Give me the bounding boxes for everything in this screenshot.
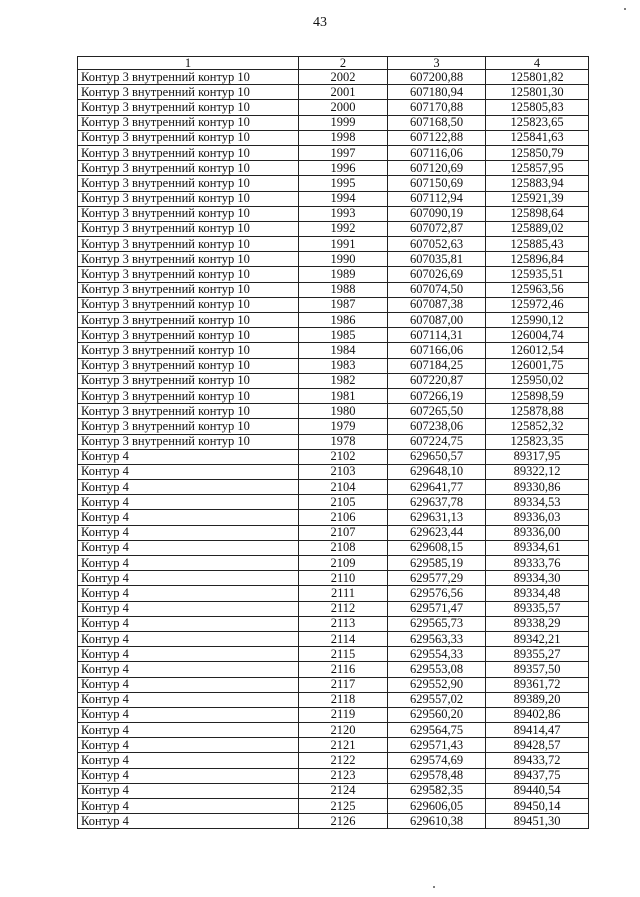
y-coordinate-cell: 125857,95 (486, 161, 589, 176)
x-coordinate-cell: 607090,19 (388, 206, 486, 221)
y-coordinate-cell: 125896,84 (486, 252, 589, 267)
x-coordinate-cell: 629552,90 (388, 677, 486, 692)
point-number-cell: 2115 (299, 647, 388, 662)
y-coordinate-cell: 125990,12 (486, 313, 589, 328)
table-row (78, 692, 589, 707)
table-row (78, 723, 589, 738)
contour-name-cell: Контур 4 (78, 601, 299, 616)
point-number-cell: 2122 (299, 753, 388, 768)
table-row (78, 419, 589, 434)
x-coordinate-cell: 607074,50 (388, 282, 486, 297)
x-coordinate-cell: 629608,15 (388, 540, 486, 555)
y-coordinate-cell: 89428,57 (486, 738, 589, 753)
table-row (78, 449, 589, 464)
table-row (78, 358, 589, 373)
x-coordinate-cell: 607220,87 (388, 373, 486, 388)
x-coordinate-cell: 629574,69 (388, 753, 486, 768)
point-number-cell: 1992 (299, 221, 388, 236)
y-coordinate-cell: 125885,43 (486, 237, 589, 252)
contour-name-cell: Контур 4 (78, 525, 299, 540)
table-row (78, 252, 589, 267)
x-coordinate-cell: 607265,50 (388, 404, 486, 419)
table-row (78, 145, 589, 160)
contour-name-cell: Контур 4 (78, 783, 299, 798)
point-number-cell: 2110 (299, 571, 388, 586)
table-row (78, 100, 589, 115)
x-coordinate-cell: 607116,06 (388, 145, 486, 160)
contour-name-cell: Контур 4 (78, 738, 299, 753)
point-number-cell: 2000 (299, 100, 388, 115)
y-coordinate-cell: 125823,35 (486, 434, 589, 449)
contour-name-cell: Контур 3 внутренний контур 10 (78, 252, 299, 267)
y-coordinate-cell: 89330,86 (486, 480, 589, 495)
contour-name-cell: Контур 3 внутренний контур 10 (78, 115, 299, 130)
point-number-cell: 1998 (299, 130, 388, 145)
contour-name-cell: Контур 3 внутренний контур 10 (78, 358, 299, 373)
table-row (78, 176, 589, 191)
table-row (78, 525, 589, 540)
x-coordinate-cell: 629606,05 (388, 799, 486, 814)
y-coordinate-cell: 125921,39 (486, 191, 589, 206)
header-col-3: 3 (388, 57, 486, 70)
contour-name-cell: Контур 4 (78, 616, 299, 631)
contour-name-cell: Контур 4 (78, 647, 299, 662)
table-row (78, 206, 589, 221)
contour-name-cell: Контур 4 (78, 495, 299, 510)
table-row (78, 647, 589, 662)
point-number-cell: 1985 (299, 328, 388, 343)
y-coordinate-cell: 89440,54 (486, 783, 589, 798)
point-number-cell: 2111 (299, 586, 388, 601)
point-number-cell: 2120 (299, 723, 388, 738)
y-coordinate-cell: 125852,32 (486, 419, 589, 434)
table-row (78, 677, 589, 692)
y-coordinate-cell: 89437,75 (486, 768, 589, 783)
contour-name-cell: Контур 3 внутренний контур 10 (78, 343, 299, 358)
x-coordinate-cell: 629554,33 (388, 647, 486, 662)
contour-name-cell: Контур 3 внутренний контур 10 (78, 85, 299, 100)
point-number-cell: 2114 (299, 631, 388, 646)
table-body (78, 70, 589, 829)
point-number-cell: 1979 (299, 419, 388, 434)
y-coordinate-cell: 125898,59 (486, 388, 589, 403)
table-row (78, 221, 589, 236)
point-number-cell: 1996 (299, 161, 388, 176)
table-row (78, 115, 589, 130)
x-coordinate-cell: 607224,75 (388, 434, 486, 449)
point-number-cell: 2124 (299, 783, 388, 798)
y-coordinate-cell: 125850,79 (486, 145, 589, 160)
table-row (78, 85, 589, 100)
y-coordinate-cell: 89338,29 (486, 616, 589, 631)
y-coordinate-cell: 89334,48 (486, 586, 589, 601)
x-coordinate-cell: 607150,69 (388, 176, 486, 191)
y-coordinate-cell: 89336,03 (486, 510, 589, 525)
y-coordinate-cell: 89402,86 (486, 707, 589, 722)
y-coordinate-cell: 125898,64 (486, 206, 589, 221)
point-number-cell: 2105 (299, 495, 388, 510)
x-coordinate-cell: 629648,10 (388, 464, 486, 479)
contour-name-cell: Контур 4 (78, 768, 299, 783)
table-row (78, 738, 589, 753)
table-row (78, 480, 589, 495)
y-coordinate-cell: 89334,61 (486, 540, 589, 555)
x-coordinate-cell: 629641,77 (388, 480, 486, 495)
y-coordinate-cell: 89317,95 (486, 449, 589, 464)
point-number-cell: 1986 (299, 313, 388, 328)
contour-name-cell: Контур 3 внутренний контур 10 (78, 388, 299, 403)
table-row (78, 814, 589, 829)
point-number-cell: 1999 (299, 115, 388, 130)
y-coordinate-cell: 89450,14 (486, 799, 589, 814)
y-coordinate-cell: 125823,65 (486, 115, 589, 130)
contour-name-cell: Контур 3 внутренний контур 10 (78, 404, 299, 419)
x-coordinate-cell: 607200,88 (388, 70, 486, 85)
point-number-cell: 2104 (299, 480, 388, 495)
x-coordinate-cell: 629565,73 (388, 616, 486, 631)
table-row (78, 707, 589, 722)
point-number-cell: 1990 (299, 252, 388, 267)
header-col-2: 2 (299, 57, 388, 70)
table-row (78, 282, 589, 297)
x-coordinate-cell: 629571,43 (388, 738, 486, 753)
contour-name-cell: Контур 3 внутренний контур 10 (78, 191, 299, 206)
header-row (78, 57, 589, 70)
point-number-cell: 1984 (299, 343, 388, 358)
y-coordinate-cell: 125805,83 (486, 100, 589, 115)
y-coordinate-cell: 89334,30 (486, 571, 589, 586)
x-coordinate-cell: 607112,94 (388, 191, 486, 206)
x-coordinate-cell: 629564,75 (388, 723, 486, 738)
table-row (78, 510, 589, 525)
contour-name-cell: Контур 3 внутренний контур 10 (78, 434, 299, 449)
contour-name-cell: Контур 4 (78, 753, 299, 768)
y-coordinate-cell: 125883,94 (486, 176, 589, 191)
table-row (78, 267, 589, 282)
point-number-cell: 2116 (299, 662, 388, 677)
point-number-cell: 2108 (299, 540, 388, 555)
point-number-cell: 1993 (299, 206, 388, 221)
coordinates-table (77, 56, 589, 829)
x-coordinate-cell: 629576,56 (388, 586, 486, 601)
contour-name-cell: Контур 3 внутренний контур 10 (78, 297, 299, 312)
contour-name-cell: Контур 4 (78, 556, 299, 571)
point-number-cell: 1982 (299, 373, 388, 388)
scan-speck (433, 886, 435, 888)
contour-name-cell: Контур 4 (78, 814, 299, 829)
table-row (78, 556, 589, 571)
table-row (78, 328, 589, 343)
y-coordinate-cell: 89336,00 (486, 525, 589, 540)
point-number-cell: 2126 (299, 814, 388, 829)
contour-name-cell: Контур 3 внутренний контур 10 (78, 100, 299, 115)
x-coordinate-cell: 629560,20 (388, 707, 486, 722)
point-number-cell: 2109 (299, 556, 388, 571)
point-number-cell: 2123 (299, 768, 388, 783)
y-coordinate-cell: 89433,72 (486, 753, 589, 768)
x-coordinate-cell: 629578,48 (388, 768, 486, 783)
contour-name-cell: Контур 4 (78, 540, 299, 555)
point-number-cell: 1997 (299, 145, 388, 160)
x-coordinate-cell: 607170,88 (388, 100, 486, 115)
x-coordinate-cell: 629553,08 (388, 662, 486, 677)
y-coordinate-cell: 125950,02 (486, 373, 589, 388)
contour-name-cell: Контур 4 (78, 799, 299, 814)
contour-name-cell: Контур 4 (78, 571, 299, 586)
x-coordinate-cell: 629637,78 (388, 495, 486, 510)
x-coordinate-cell: 629610,38 (388, 814, 486, 829)
contour-name-cell: Контур 3 внутренний контур 10 (78, 419, 299, 434)
x-coordinate-cell: 607035,81 (388, 252, 486, 267)
y-coordinate-cell: 125841,63 (486, 130, 589, 145)
y-coordinate-cell: 89355,27 (486, 647, 589, 662)
y-coordinate-cell: 89335,57 (486, 601, 589, 616)
y-coordinate-cell: 125889,02 (486, 221, 589, 236)
table-row (78, 753, 589, 768)
contour-name-cell: Контур 4 (78, 449, 299, 464)
table-row (78, 662, 589, 677)
x-coordinate-cell: 607184,25 (388, 358, 486, 373)
x-coordinate-cell: 629623,44 (388, 525, 486, 540)
x-coordinate-cell: 607087,00 (388, 313, 486, 328)
contour-name-cell: Контур 3 внутренний контур 10 (78, 70, 299, 85)
table-row (78, 495, 589, 510)
table-row (78, 343, 589, 358)
contour-name-cell: Контур 3 внутренний контур 10 (78, 373, 299, 388)
point-number-cell: 1983 (299, 358, 388, 373)
header-col-4: 4 (486, 57, 589, 70)
y-coordinate-cell: 126001,75 (486, 358, 589, 373)
y-coordinate-cell: 125972,46 (486, 297, 589, 312)
table-row (78, 313, 589, 328)
table-row (78, 130, 589, 145)
header-col-1: 1 (78, 57, 299, 70)
x-coordinate-cell: 607266,19 (388, 388, 486, 403)
point-number-cell: 2119 (299, 707, 388, 722)
contour-name-cell: Контур 4 (78, 464, 299, 479)
table-header (78, 57, 589, 70)
point-number-cell: 2102 (299, 449, 388, 464)
y-coordinate-cell: 89333,76 (486, 556, 589, 571)
contour-name-cell: Контур 3 внутренний контур 10 (78, 282, 299, 297)
y-coordinate-cell: 125963,56 (486, 282, 589, 297)
y-coordinate-cell: 89357,50 (486, 662, 589, 677)
x-coordinate-cell: 607052,63 (388, 237, 486, 252)
point-number-cell: 2118 (299, 692, 388, 707)
table-row (78, 434, 589, 449)
table-row (78, 388, 589, 403)
table-row (78, 616, 589, 631)
table-row (78, 373, 589, 388)
x-coordinate-cell: 607120,69 (388, 161, 486, 176)
x-coordinate-cell: 607168,50 (388, 115, 486, 130)
point-number-cell: 2002 (299, 70, 388, 85)
x-coordinate-cell: 629563,33 (388, 631, 486, 646)
table-row (78, 783, 589, 798)
point-number-cell: 2113 (299, 616, 388, 631)
x-coordinate-cell: 607087,38 (388, 297, 486, 312)
contour-name-cell: Контур 4 (78, 586, 299, 601)
point-number-cell: 1991 (299, 237, 388, 252)
y-coordinate-cell: 125935,51 (486, 267, 589, 282)
contour-name-cell: Контур 4 (78, 707, 299, 722)
contour-name-cell: Контур 4 (78, 662, 299, 677)
table-row (78, 768, 589, 783)
contour-name-cell: Контур 4 (78, 723, 299, 738)
y-coordinate-cell: 89414,47 (486, 723, 589, 738)
contour-name-cell: Контур 3 внутренний контур 10 (78, 328, 299, 343)
x-coordinate-cell: 607238,06 (388, 419, 486, 434)
y-coordinate-cell: 89451,30 (486, 814, 589, 829)
contour-name-cell: Контур 3 внутренний контур 10 (78, 176, 299, 191)
y-coordinate-cell: 89334,53 (486, 495, 589, 510)
point-number-cell: 2117 (299, 677, 388, 692)
point-number-cell: 2106 (299, 510, 388, 525)
point-number-cell: 2103 (299, 464, 388, 479)
table-row (78, 161, 589, 176)
table-row (78, 464, 589, 479)
point-number-cell: 1994 (299, 191, 388, 206)
contour-name-cell: Контур 4 (78, 510, 299, 525)
contour-name-cell: Контур 3 внутренний контур 10 (78, 130, 299, 145)
x-coordinate-cell: 629585,19 (388, 556, 486, 571)
x-coordinate-cell: 607180,94 (388, 85, 486, 100)
table-row (78, 404, 589, 419)
contour-name-cell: Контур 3 внутренний контур 10 (78, 145, 299, 160)
point-number-cell: 2112 (299, 601, 388, 616)
y-coordinate-cell: 89322,12 (486, 464, 589, 479)
contour-name-cell: Контур 3 внутренний контур 10 (78, 313, 299, 328)
table-row (78, 297, 589, 312)
contour-name-cell: Контур 3 внутренний контур 10 (78, 267, 299, 282)
table-row (78, 571, 589, 586)
y-coordinate-cell: 125801,30 (486, 85, 589, 100)
x-coordinate-cell: 629631,13 (388, 510, 486, 525)
contour-name-cell: Контур 3 внутренний контур 10 (78, 221, 299, 236)
contour-name-cell: Контур 3 внутренний контур 10 (78, 237, 299, 252)
x-coordinate-cell: 607072,87 (388, 221, 486, 236)
point-number-cell: 1978 (299, 434, 388, 449)
table-row (78, 191, 589, 206)
x-coordinate-cell: 629650,57 (388, 449, 486, 464)
point-number-cell: 1980 (299, 404, 388, 419)
contour-name-cell: Контур 4 (78, 631, 299, 646)
x-coordinate-cell: 629557,02 (388, 692, 486, 707)
point-number-cell: 2001 (299, 85, 388, 100)
table-row (78, 799, 589, 814)
x-coordinate-cell: 607114,31 (388, 328, 486, 343)
table-row (78, 70, 589, 85)
x-coordinate-cell: 607026,69 (388, 267, 486, 282)
y-coordinate-cell: 89389,20 (486, 692, 589, 707)
x-coordinate-cell: 629577,29 (388, 571, 486, 586)
page-number: 43 (313, 15, 327, 30)
table-row (78, 237, 589, 252)
table-row (78, 631, 589, 646)
contour-name-cell: Контур 4 (78, 677, 299, 692)
scan-speck (624, 8, 626, 10)
x-coordinate-cell: 607122,88 (388, 130, 486, 145)
x-coordinate-cell: 607166,06 (388, 343, 486, 358)
x-coordinate-cell: 629582,35 (388, 783, 486, 798)
table-row (78, 540, 589, 555)
point-number-cell: 1995 (299, 176, 388, 191)
point-number-cell: 1988 (299, 282, 388, 297)
point-number-cell: 1981 (299, 388, 388, 403)
y-coordinate-cell: 125878,88 (486, 404, 589, 419)
y-coordinate-cell: 89361,72 (486, 677, 589, 692)
point-number-cell: 1989 (299, 267, 388, 282)
point-number-cell: 2121 (299, 738, 388, 753)
y-coordinate-cell: 89342,21 (486, 631, 589, 646)
table-row (78, 601, 589, 616)
y-coordinate-cell: 126012,54 (486, 343, 589, 358)
contour-name-cell: Контур 4 (78, 480, 299, 495)
contour-name-cell: Контур 3 внутренний контур 10 (78, 206, 299, 221)
x-coordinate-cell: 629571,47 (388, 601, 486, 616)
point-number-cell: 2107 (299, 525, 388, 540)
table-row (78, 586, 589, 601)
point-number-cell: 1987 (299, 297, 388, 312)
point-number-cell: 2125 (299, 799, 388, 814)
contour-name-cell: Контур 3 внутренний контур 10 (78, 161, 299, 176)
y-coordinate-cell: 125801,82 (486, 70, 589, 85)
contour-name-cell: Контур 4 (78, 692, 299, 707)
y-coordinate-cell: 126004,74 (486, 328, 589, 343)
